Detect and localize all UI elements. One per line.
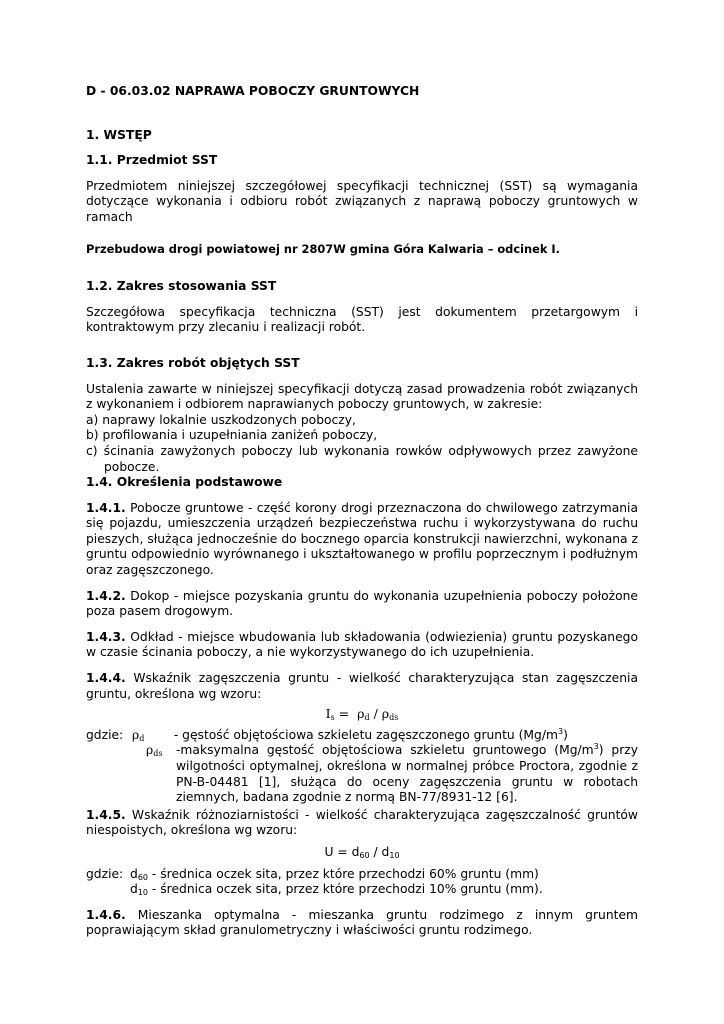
scope-list — [86, 413, 638, 475]
section-1-1-text: Przedmiotem niniejszej szczegółowej specyfikacji technicznej (SST) są wymagania dotyczące wykonania i odbioru robót związanych z naprawą poboczy gruntowych w ramach — [86, 178, 638, 224]
definition-text: Odkład - miejsce wbudowania lub składowania (odwiezienia) gruntu pozyskanego w czasie ścinania poboczy, a nie wykorzystywanego do ich uzupełnienia. — [86, 629, 638, 660]
formula-legend-1: gdzie: $\rho_d$ - gęstość objętościowa szkieletu zagęszczonego gruntu $(Mg/m^3)$ — [86, 726, 568, 743]
project-name: Przebudowa drogi powiatowej nr 2807W gmina Góra Kalwaria – odcinek I. — [86, 241, 560, 256]
definition-1-4-5 — [86, 808, 638, 839]
formula-legend-2-d60: gdzie: $d_{60}$ - średnica oczek sita, przez które przechodzi 60% gruntu (mm) — [86, 866, 539, 882]
definition-number: 1.4.6. — [86, 907, 126, 922]
definition-1-4-2 — [86, 589, 638, 620]
rho-ds-symbol: $\rho_{ds}$ — [146, 743, 163, 759]
section-1-heading: 1. WSTĘP — [86, 127, 152, 142]
definition-text: Dokop - miejsce pozyskania gruntu do wykonania uzupełnienia poboczy położone poza pasem drogowym. — [86, 588, 638, 619]
section-1-2-heading: 1.2. Zakres stosowania SST — [86, 279, 277, 294]
list-item: b) profilowania i uzupełniania zaniżeń poboczy, — [86, 428, 378, 443]
compaction-formula: $I_s = \rho_d / \rho_{ds}$ — [325, 706, 399, 723]
definition-text: Wskaźnik różnoziarnistości - wielkość charakteryzująca zagęszczalność gruntów niespoistych, określona wg wzoru: — [86, 807, 638, 838]
definition-number: 1.4.3. — [86, 629, 126, 644]
definition-number: 1.4.2. — [86, 588, 126, 603]
definition-text: Pobocze gruntowe - część korony drogi przeznaczona do chwilowego zatrzymania się pojazdu, umieszczenia urządzeń bezpieczeństwa ruchu i wykorzystywana do ruchu pieszych, służąca jednocześnie do bocznego oparcia konstrukcji nawierzchni, wykonana z gruntu odpowiednio wyrównanego i ukształtowanego w profilu poprzecznym i podłużnym oraz zagęszczonego. — [86, 500, 638, 578]
formula-legend-1-rho-ds: $\rho_{ds}$ -maksymalna gęstość objętościowa szkieletu gruntowego $(Mg/m^3)$ przy wilgotności optymalnej, określona w normalnej próbce Proctora, zgodnie z PN-B-04481 [1], służąca do oceny zagęszczenia gruntu w robotach ziemnych, badana zgodnie z normą BN-77/8931-12 [6]. — [146, 742, 638, 805]
definition-1-4-6 — [86, 908, 638, 939]
where-label: gdzie: — [86, 866, 124, 881]
rho-d-symbol: $\rho_d$ — [132, 727, 145, 743]
definition-1-4-1 — [86, 501, 638, 579]
definition-1-4-4 — [86, 671, 638, 702]
definition-number: 1.4.4. — [86, 671, 126, 686]
section-1-4-heading: 1.4. Określenia podstawowe — [86, 475, 283, 490]
list-item: c) ścinania zawyżonych poboczy lub wykonania rowków odpływowych przez zawyżone pobocze. — [86, 443, 638, 474]
document-title: D - 06.03.02 NAPRAWA POBOCZY GRUNTOWYCH — [86, 84, 420, 98]
definition-number: 1.4.5. — [86, 807, 126, 822]
section-1-2-text: Szczegółowa specyfikacja techniczna (SST) jest dokumentem przetargowym i kontraktowym przy zlecaniu i realizacji robót. — [86, 304, 638, 335]
definition-text: Mieszanka optymalna - mieszanka gruntu rodzimego z innym gruntem poprawiającym skład granulometryczny i właściwości gruntu rodzimego. — [86, 907, 638, 938]
list-item: a) naprawy lokalnie uszkodzonych poboczy, — [86, 412, 356, 427]
definition-1-4-3 — [86, 630, 638, 661]
section-1-3-text: Ustalenia zawarte w niniejszej specyfikacji dotyczą zasad prowadzenia robót związanych z wykonaniem i odbiorem naprawianych poboczy gruntowych, w zakresie: — [86, 381, 638, 412]
formula-legend-2-d10: $d_{10}$ - średnica oczek sita, przez które przechodzi 10% gruntu (mm). — [130, 882, 543, 898]
where-label: gdzie: — [86, 727, 124, 742]
section-1-1-heading: 1.1. Przedmiot SST — [86, 153, 218, 168]
definition-text: Wskaźnik zagęszczenia gruntu - wielkość charakteryzująca stan zagęszczenia gruntu, określona wg wzoru: — [86, 671, 638, 701]
section-1-3-heading: 1.3. Zakres robót objętych SST — [86, 355, 300, 370]
definition-number: 1.4.1. — [86, 500, 126, 515]
uniformity-formula: $U = d_{60} / d_{10}$ — [324, 844, 400, 860]
document-page — [86, 84, 638, 939]
